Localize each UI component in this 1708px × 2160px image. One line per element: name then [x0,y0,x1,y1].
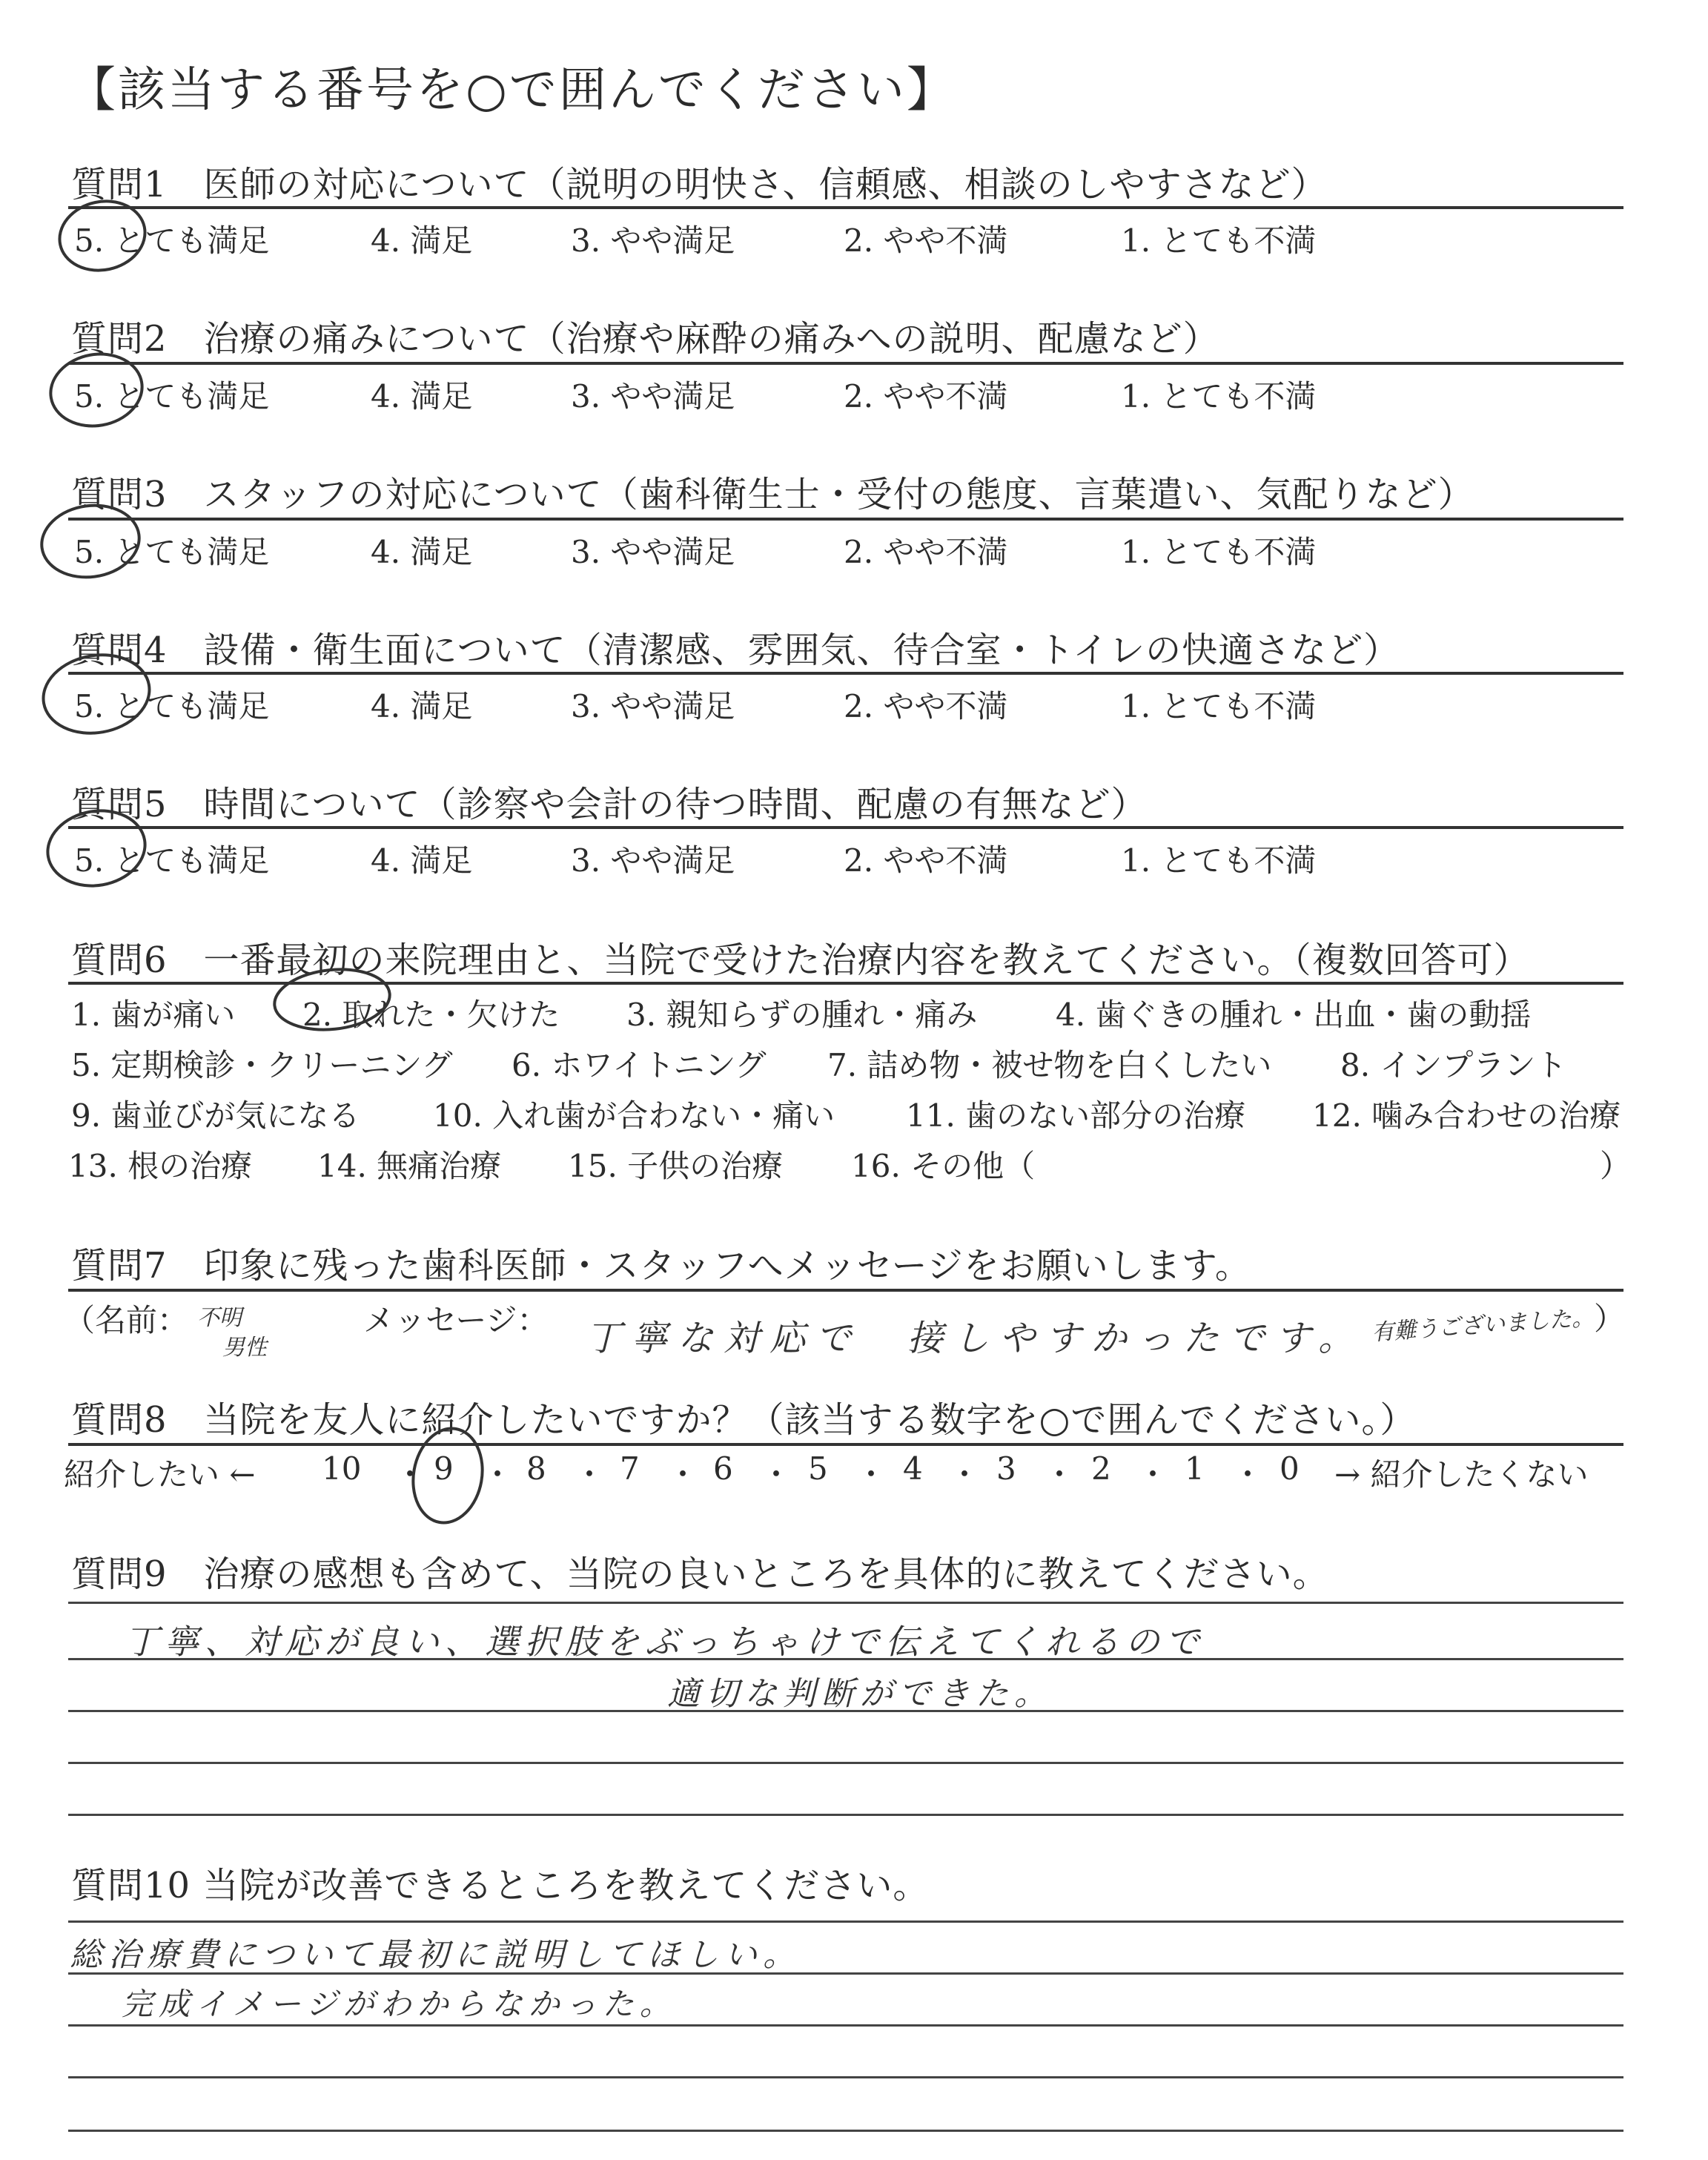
q3-label: 質問3 スタッフの対応について（歯科衛生士・受付の態度、言葉遣い、気配りなど） [71,474,1474,515]
q8-scale-option[interactable]: 4 [903,1450,923,1487]
q6-option[interactable]: 12. 噛み合わせの治療 [1312,1097,1621,1134]
answer-line [68,1814,1623,1816]
q2-label: 質問2 治療の痛みについて（治療や麻酔の痛みへの説明、配慮など） [71,318,1219,360]
answer-line [68,2024,1623,2027]
q2-option-1[interactable]: 1. とても不満 [1121,378,1317,415]
divider [68,206,1623,209]
q7-message-value[interactable]: 丁寧な対応で 接しやすかったです。 [586,1318,1365,1359]
q7-message-label: メッセージ： [363,1302,549,1338]
q6-option[interactable]: 11. 歯のない部分の治療 [906,1097,1246,1134]
q6-option[interactable]: 5. 定期検診・クリーニング [71,1047,453,1083]
q7-name-value[interactable]: 不明 [197,1305,242,1331]
q7-message-tail[interactable]: 有難うございました。 [1371,1304,1595,1347]
q1-option-3[interactable]: 3. やや満足 [571,222,735,259]
q3-option-1[interactable]: 1. とても不満 [1121,534,1317,570]
q4-label: 質問4 設備・衛生面について（清潔感、雰囲気、待合室・トイレの快適さなど） [71,630,1400,671]
q6-option[interactable]: 7. 詰め物・被せ物を白くしたい [827,1047,1272,1083]
q9-answer-line[interactable]: 適切な判断ができた。 [667,1675,1053,1713]
q1-option-4[interactable]: 4. 満足 [371,222,473,259]
q6-option[interactable]: 4. 歯ぐきの腫れ・出血・歯の動揺 [1056,997,1532,1033]
q5-option-3[interactable]: 3. やや満足 [571,842,735,879]
q9-label: 質問9 治療の感想も含めて、当院の良いところを具体的に教えてください。 [71,1553,1329,1595]
q8-scale-option[interactable]: 9 [434,1450,454,1487]
q5-option-1[interactable]: 1. とても不満 [1121,842,1317,879]
q8-scale-option[interactable]: 1 [1185,1450,1205,1487]
q8-scale-option[interactable]: 7 [620,1450,640,1487]
answer-line [68,1920,1623,1923]
q6-option[interactable]: 13. 根の治療 [68,1148,253,1184]
q2-option-4[interactable]: 4. 満足 [371,378,473,415]
answer-line [68,1602,1623,1604]
scale-dot: ・ [482,1456,514,1493]
q3-option-2[interactable]: 2. やや不満 [844,534,1008,570]
q5-label: 質問5 時間について（診察や会計の待つ時間、配慮の有無など） [71,784,1148,825]
scale-dot: ・ [394,1456,426,1493]
scale-dot: ・ [574,1456,606,1493]
q8-right-label: → 紹介したくない [1334,1456,1589,1493]
scale-dot: ・ [855,1456,887,1493]
divider [68,362,1623,365]
q6-option[interactable]: 9. 歯並びが気になる [71,1097,360,1134]
q3-option-5[interactable]: 5. とても満足 [74,534,270,570]
q9-answer-line[interactable]: 丁寧、対応が良い、選択肢をぶっちゃけで伝えてくれるので [125,1622,1205,1662]
answer-line [68,1762,1623,1764]
q1-option-1[interactable]: 1. とても不満 [1121,222,1317,259]
q5-option-4[interactable]: 4. 満足 [371,842,473,879]
q4-option-4[interactable]: 4. 満足 [371,688,473,724]
q6-option[interactable]: 8. インプラント [1340,1047,1567,1083]
divider [68,826,1623,829]
q10-answer-line[interactable]: 完成イメージがわからなかった。 [122,1986,677,2022]
q7-close: ） [1594,1301,1626,1337]
q5-option-2[interactable]: 2. やや不満 [844,842,1008,879]
divider [68,982,1623,985]
scale-dot: ・ [949,1456,981,1493]
q8-scale-option[interactable]: 2 [1091,1450,1111,1487]
q7-name-value[interactable]: 男性 [222,1335,267,1361]
q10-label: 質問10 当院が改善できるところを教えてください。 [71,1865,930,1906]
divider [68,672,1623,675]
q6-label: 質問6 一番最初の来院理由と、当院で受けた治療内容を教えてください。（複数回答可） [71,939,1530,981]
q1-option-2[interactable]: 2. やや不満 [844,222,1008,259]
q6-option[interactable]: 6. ホワイトニング [512,1047,767,1083]
q3-option-4[interactable]: 4. 満足 [371,534,473,570]
q6-other-close: ） [1600,1148,1632,1184]
q8-scale-option[interactable]: 6 [713,1450,733,1487]
divider [68,1443,1623,1446]
q8-scale-option[interactable]: 3 [996,1450,1016,1487]
q7-label: 質問7 印象に残った歯科医師・スタッフへメッセージをお願いします。 [71,1245,1251,1287]
q8-scale-option[interactable]: 5 [808,1450,828,1487]
q8-scale-option[interactable]: 10 [322,1450,362,1487]
q1-option-5[interactable]: 5. とても満足 [74,222,270,259]
q2-option-2[interactable]: 2. やや不満 [844,378,1008,415]
q8-scale-option[interactable]: 0 [1280,1450,1300,1487]
q2-option-5[interactable]: 5. とても満足 [74,378,270,415]
scale-dot: ・ [667,1456,699,1493]
scale-dot: ・ [1232,1456,1264,1493]
scale-dot: ・ [761,1456,792,1493]
scale-dot: ・ [1044,1456,1076,1493]
q6-option[interactable]: 1. 歯が痛い [71,997,236,1033]
scale-dot: ・ [1137,1456,1169,1493]
q10-answer-line[interactable]: 総治療費について最初に説明してほしい。 [70,1936,802,1974]
q3-option-3[interactable]: 3. やや満足 [571,534,735,570]
divider [68,518,1623,521]
q8-left-label: 紹介したい ← [64,1456,256,1493]
q6-option[interactable]: 16. その他（ [851,1148,1036,1184]
q6-option[interactable]: 10. 入れ歯が合わない・痛い [433,1097,835,1134]
q6-option[interactable]: 14. 無痛治療 [317,1148,502,1184]
answer-line [68,2130,1623,2132]
q8-label: 質問8 当院を友人に紹介したいですか？（該当する数字を○で囲んでください。） [71,1399,1417,1441]
q6-option[interactable]: 2. 取れた・欠けた [302,997,560,1033]
q6-option[interactable]: 15. 子供の治療 [568,1148,784,1184]
q4-option-2[interactable]: 2. やや不満 [844,688,1008,724]
q7-name-label: （名前： [64,1302,189,1338]
page-title: 【該当する番号を○で囲んでください】 [68,63,956,118]
q8-scale-option[interactable]: 8 [526,1450,546,1487]
q5-option-5[interactable]: 5. とても満足 [74,842,270,879]
answer-line [68,2076,1623,2078]
q2-option-3[interactable]: 3. やや満足 [571,378,735,415]
q6-option[interactable]: 3. 親知らずの腫れ・痛み [626,997,978,1033]
divider [68,1289,1623,1292]
q1-label: 質問1 医師の対応について（説明の明快さ、信頼感、相談のしやすさなど） [71,164,1328,205]
q4-option-1[interactable]: 1. とても不満 [1121,688,1317,724]
q4-option-3[interactable]: 3. やや満足 [571,688,735,724]
q4-option-5[interactable]: 5. とても満足 [74,688,270,724]
